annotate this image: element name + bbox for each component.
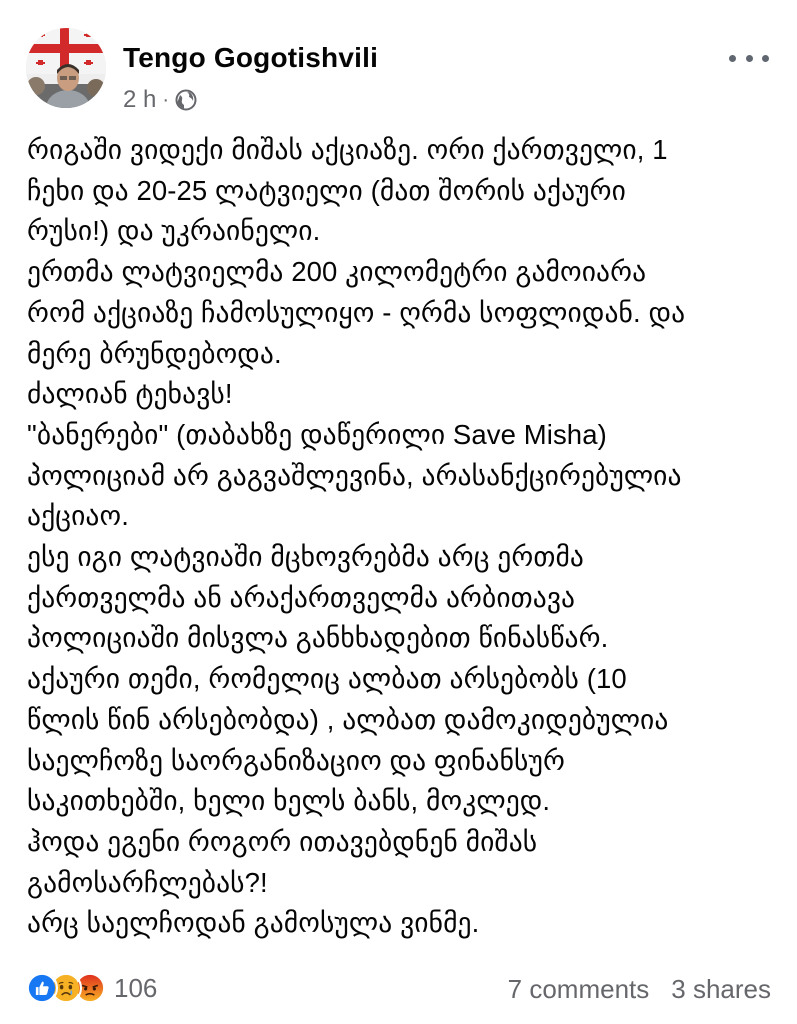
post-line: საკითხებში, ხელი ხელს ბანს, მოკლედ. bbox=[27, 785, 551, 817]
post-line: აქციაო. bbox=[27, 500, 129, 532]
globe-icon bbox=[175, 89, 197, 111]
post-body bbox=[27, 130, 775, 944]
post-header bbox=[26, 28, 771, 114]
more-options-button[interactable] bbox=[729, 46, 769, 70]
post-line: ძალიან ტეხავს! bbox=[27, 378, 233, 410]
post-line: ქართველმა ან არაქართველმა არბითავა bbox=[27, 581, 576, 613]
post-footer bbox=[26, 966, 771, 1016]
post-line: რომ აქციაზე ჩამოსულიყო - ღრმა სოფლიდან. და bbox=[27, 296, 686, 328]
shares-count-link[interactable]: 3 shares bbox=[671, 974, 771, 1004]
reactions-summary[interactable] bbox=[26, 972, 157, 1004]
comments-count-link[interactable]: 7 comments bbox=[507, 974, 650, 1004]
post-timestamp[interactable]: 2 h bbox=[123, 86, 157, 113]
post-line: მერე ბრუნდებოდა. bbox=[27, 337, 282, 369]
post-line: აქაური თემი, რომელიც ალბათ არსებობს (10 bbox=[27, 663, 627, 695]
stats-spacer bbox=[649, 974, 671, 1005]
post-line: გამოსარჩლებას?! bbox=[27, 866, 268, 898]
post-line: ერთმა ლატვიელმა 200 კილომეტრი გამოიარა bbox=[27, 256, 647, 288]
author-name[interactable]: Tengo Gogotishvili bbox=[123, 42, 379, 73]
reaction-count: 106 bbox=[114, 972, 158, 1003]
post-line: პოლიციამ არ გაგვაშლევინა, არასანქცირებულია bbox=[27, 459, 682, 491]
post-meta bbox=[123, 86, 197, 114]
like-icon bbox=[26, 972, 58, 1004]
more-dot bbox=[746, 55, 753, 62]
meta-separator: · bbox=[162, 88, 170, 111]
post-line: "ბანერები" (თაბახზე დაწერილი Save Misha) bbox=[27, 418, 607, 450]
post-line: ესე იგი ლატვიაში მცხოვრებმა არც ერთმა bbox=[27, 541, 584, 573]
author-avatar[interactable] bbox=[26, 28, 106, 108]
post-line: ჩეხი და 20-25 ლატვიელი (მათ შორის აქაური bbox=[27, 174, 626, 206]
avatar-photo bbox=[26, 28, 106, 108]
post-line: არც საელჩოდან გამოსულა ვინმე. bbox=[27, 907, 480, 939]
post-line: პოლიციაში მისვლა განხხადებით წინასწარ. bbox=[27, 622, 609, 654]
engagement-stats bbox=[508, 974, 771, 1005]
post-line: საელჩოზე საორგანიზაციო და ფინანსურ bbox=[27, 744, 565, 776]
post-line: ჰოდა ეგენი როგორ ითავებდნენ მიშას bbox=[27, 825, 538, 857]
more-horizontal-icon bbox=[729, 55, 736, 62]
more-dot bbox=[762, 55, 769, 62]
post-line: რიგაში ვიდექი მიშას აქციაზე. ორი ქართველი, 1 bbox=[27, 134, 668, 165]
post-line: წლის წინ არსებობდა) , ალბათ დამოკიდებულია bbox=[27, 703, 669, 735]
post-line: რუსი!) და უკრაინელი. bbox=[27, 215, 321, 247]
